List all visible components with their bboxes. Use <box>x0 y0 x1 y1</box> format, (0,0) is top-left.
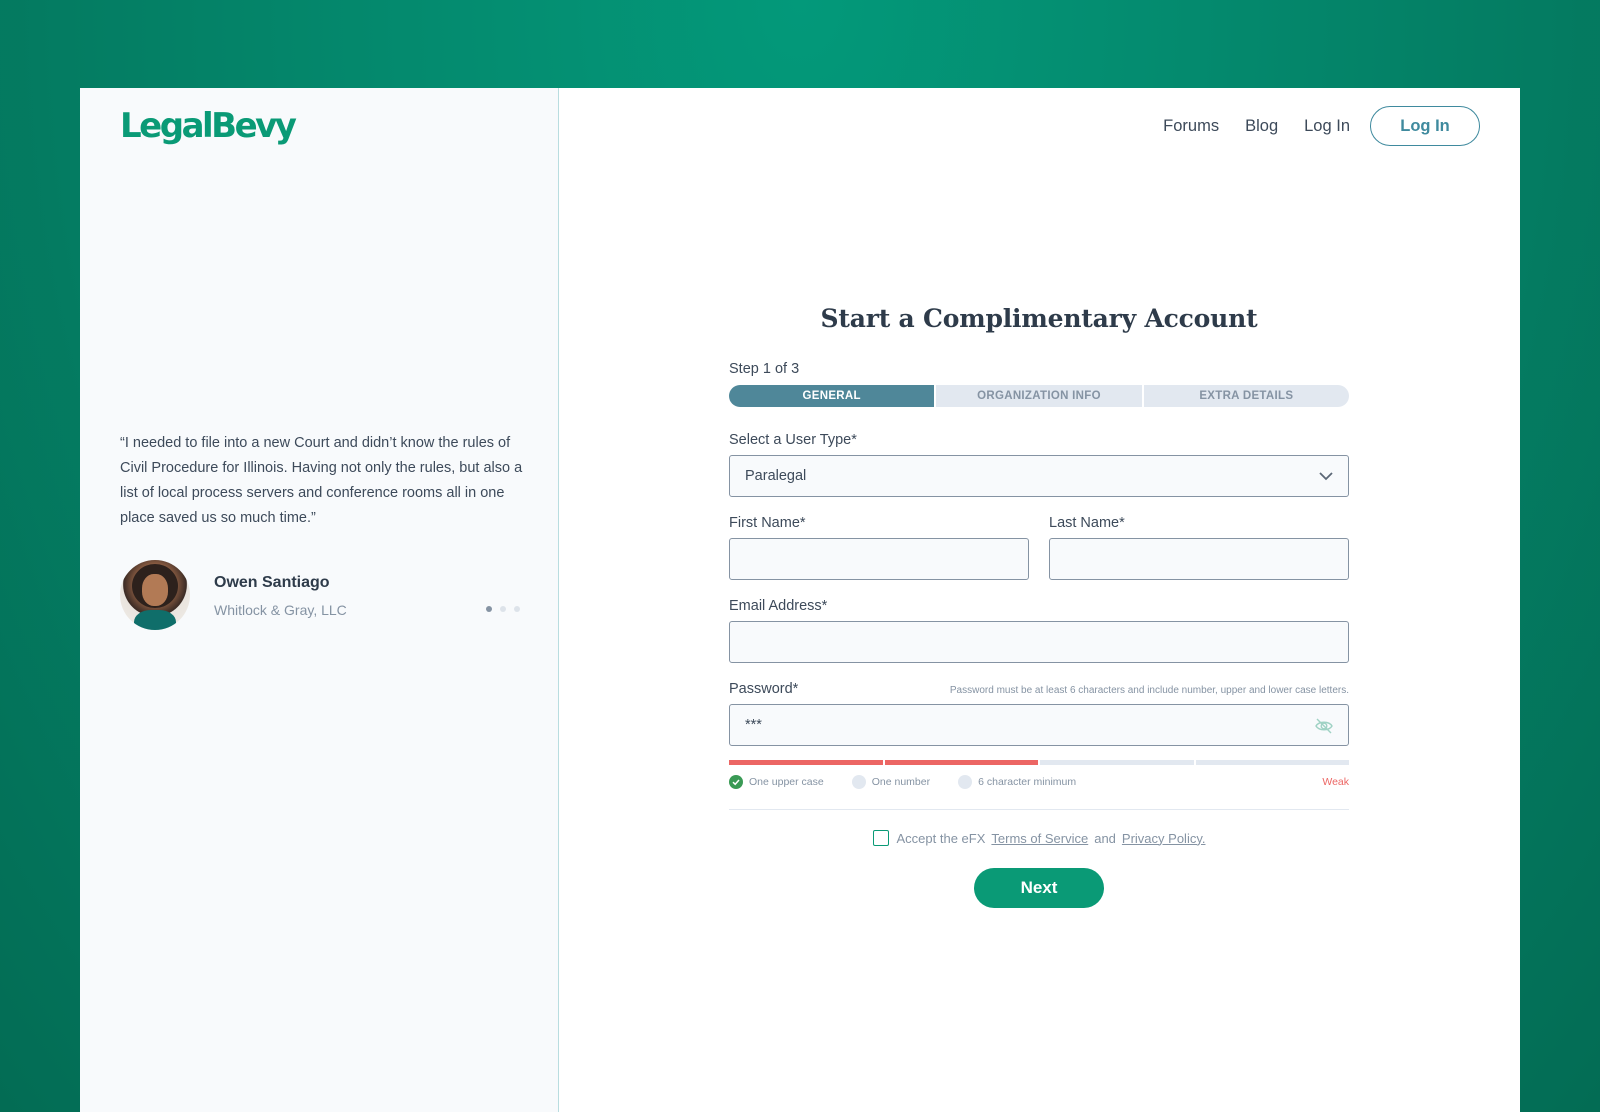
password-rules <box>729 775 1349 789</box>
password-input[interactable] <box>729 704 1349 746</box>
avatar <box>120 560 190 630</box>
password-strength-meter <box>729 760 1349 765</box>
user-type-label: Select a User Type* <box>729 432 857 448</box>
testimonial-author <box>120 560 520 632</box>
password-field <box>729 681 1349 789</box>
email-label: Email Address* <box>729 598 828 614</box>
name-row <box>729 515 1349 580</box>
last-name-field <box>1049 515 1349 580</box>
testimonial-quote: “I needed to file into a new Court and didn’t know the rules of Civil Procedure for Illinois. Having not only the rules, but also a list of local process servers and conference rooms all in one place saved us so much time.” <box>120 435 523 526</box>
page-frame <box>80 88 1520 1112</box>
eye-off-icon[interactable] <box>1314 716 1334 736</box>
rule-label: 6 character minimum <box>978 776 1077 788</box>
email-field <box>729 598 1349 663</box>
user-type-select[interactable] <box>729 455 1349 497</box>
email-input[interactable] <box>729 621 1349 663</box>
user-type-value: Paralegal <box>745 468 807 484</box>
password-label: Password* <box>729 681 799 697</box>
carousel-dot[interactable] <box>514 606 520 612</box>
testimonial-panel <box>80 88 559 1112</box>
nav-forums[interactable]: Forums <box>1163 116 1220 135</box>
strength-segment <box>1040 760 1194 765</box>
terms-checkbox[interactable] <box>873 830 889 846</box>
step-general[interactable]: GENERAL <box>729 385 934 407</box>
signup-form <box>729 304 1349 908</box>
empty-circle-icon <box>958 775 972 789</box>
rule-label: One upper case <box>749 776 824 788</box>
first-name-input[interactable] <box>729 538 1029 580</box>
chevron-down-icon <box>1318 468 1334 484</box>
divider <box>729 809 1349 810</box>
author-organization: Whitlock & Gray, LLC <box>214 602 347 618</box>
rule-min-length <box>958 775 1076 789</box>
password-value: *** <box>745 717 762 733</box>
rule-upper-case <box>729 775 824 789</box>
terms-of-service-link[interactable]: Terms of Service <box>991 830 1089 846</box>
last-name-input[interactable] <box>1049 538 1349 580</box>
step-organization-info[interactable]: ORGANIZATION INFO <box>936 385 1141 407</box>
rule-number <box>852 775 930 789</box>
step-extra-details[interactable]: EXTRA DETAILS <box>1144 385 1349 407</box>
page-title: Start a Complimentary Account <box>820 304 1258 333</box>
last-name-label: Last Name* <box>1049 515 1125 531</box>
signup-panel <box>559 88 1520 1112</box>
step-progress <box>729 385 1349 407</box>
next-button[interactable]: Next <box>974 868 1104 908</box>
strength-segment <box>1196 760 1350 765</box>
terms-prefix: Accept the eFX <box>896 830 986 846</box>
password-hint: Password must be at least 6 characters and include number, upper and lower case letters. <box>949 685 1349 696</box>
rule-label: One number <box>871 776 931 788</box>
terms-row <box>729 830 1349 846</box>
nav-login-link[interactable]: Log In <box>1304 116 1350 135</box>
first-name-label: First Name* <box>729 515 806 531</box>
strength-segment <box>885 760 1039 765</box>
carousel-dots <box>486 606 520 612</box>
nav-blog[interactable]: Blog <box>1245 116 1279 135</box>
empty-circle-icon <box>852 775 866 789</box>
author-name: Owen Santiago <box>214 574 330 591</box>
terms-and: and <box>1094 830 1116 846</box>
strength-segment <box>729 760 883 765</box>
logo[interactable]: LegalBevy <box>120 106 295 146</box>
strength-label: Weak <box>1322 776 1349 788</box>
check-circle-icon <box>729 775 743 789</box>
login-button[interactable]: Log In <box>1370 106 1480 146</box>
user-type-field <box>729 432 1349 497</box>
carousel-dot[interactable] <box>500 606 506 612</box>
privacy-policy-link[interactable]: Privacy Policy. <box>1121 830 1206 846</box>
first-name-field <box>729 515 1029 580</box>
carousel-dot[interactable] <box>486 606 492 612</box>
top-nav <box>1163 106 1480 146</box>
step-label: Step 1 of 3 <box>729 361 800 377</box>
